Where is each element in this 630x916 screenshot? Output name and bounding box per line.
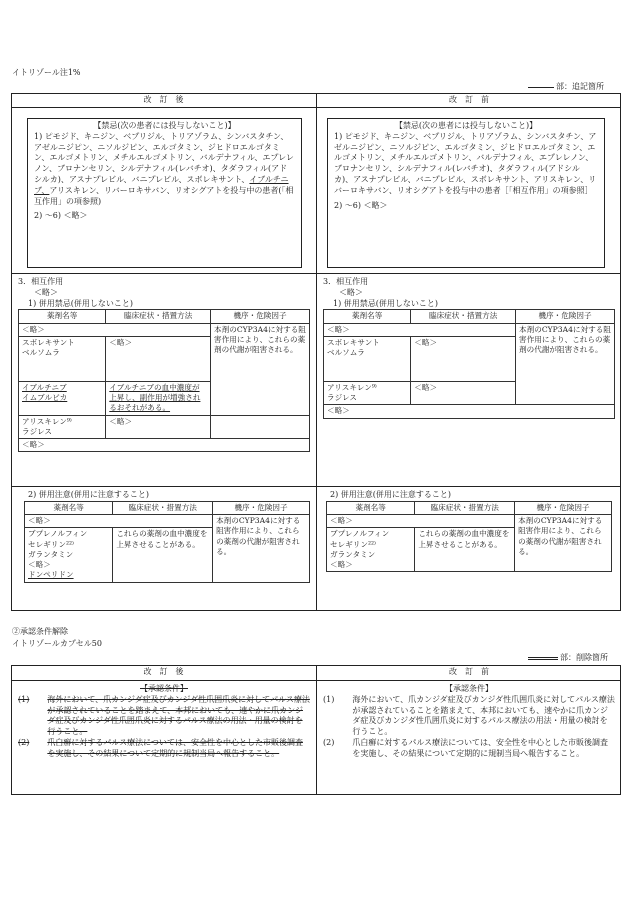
cond-item2-after <box>18 738 310 760</box>
column-divider-2 <box>316 665 317 795</box>
precaution-table-before <box>326 501 612 573</box>
table2-title-after: 2) 併用注意(併用に注意すること) <box>28 490 149 499</box>
drug-aliskiren: アリスキレン⁹⁾ ラジレス <box>19 415 106 439</box>
th-symptom: 臨床症状・措置方法 <box>113 501 213 514</box>
cond-text2: 爪白癬に対するパルス療法については、安全性を中心とした市販後調査を実施し、その結果について定期的に規制当局へ報告すること。 <box>352 737 608 758</box>
precaution-section-before <box>326 490 612 572</box>
approval-conditions-after <box>18 684 310 760</box>
cond-num1: (1) <box>323 694 335 704</box>
drug-bupre-text: ブプレノルフィン セレギリン²²⁾ ガランタミン <box>330 529 390 559</box>
precaution-table-after <box>24 501 310 583</box>
th-mechanism: 機序・危険因子 <box>515 501 612 514</box>
contraindicated-table-after <box>18 309 310 452</box>
header-divider-2 <box>11 680 621 681</box>
cond-title-before: 【承認条件】 <box>445 684 493 693</box>
cond-item1-before <box>323 695 615 738</box>
interaction-title-before: 3．相互作用 <box>323 277 369 286</box>
drug-aliskiren: アリスキレン⁹⁾ ラジレス <box>324 381 411 405</box>
header-divider <box>11 107 621 108</box>
drug-bupre-text: ブプレノルフィン セレギリン²²⁾ ガランタミン <box>28 529 88 559</box>
contra-tail-after: 2) ～6) ＜略＞ <box>34 211 88 221</box>
drug-suvorexant: スボレキサント ベルソムラ <box>324 336 411 381</box>
mech-continue <box>211 415 310 439</box>
row-ryaku-end: ＜略＞ <box>19 439 310 452</box>
column-divider <box>316 93 317 611</box>
contra-list-before: 1) ピモジド、キニジン、ベプリジル、トリアゾラム、シンバスタチン、アゼルニジピン、ニソルジピン、エルゴタミン、ジヒドロエルゴタミン、エルゴメトリン、メチルエルゴメトリン、バルデナフィル、エプレレノン、ブロナンセリン、シルデナフィル(レバチオ)、タダラフィル(アドシルカ)、アスナプレビル、バニプレビル、スボレキサント、アリスキレン、リバーロキサバン、リオシグアトを投与中の患者［「相互作用」の項参照］ <box>334 131 597 195</box>
cond-num2: (2) <box>18 737 30 747</box>
contra-added-ibrutinib: イブルチニブ、 <box>34 174 289 195</box>
cond-text2: 爪白癬に対するパルス療法については、安全性を中心とした市販後調査を実施し、その結果について定期的に規制当局へ報告すること。 <box>47 737 303 758</box>
cond-item1-after <box>18 695 310 738</box>
th-mechanism: 機序・危険因子 <box>213 501 310 514</box>
underline-legend-icon <box>528 87 554 88</box>
row-ryaku: ＜略＞ <box>19 323 211 336</box>
contraindicated-table-before <box>323 309 615 418</box>
interaction-section-after <box>18 277 310 452</box>
approval-conditions-before <box>323 684 615 760</box>
symptom-bupre: これらの薬剤の血中濃度を上昇させることがある。 <box>415 528 515 572</box>
drug-ryaku: ＜略＞ <box>330 560 353 570</box>
symptom-aliskiren: ＜略＞ <box>411 381 516 405</box>
row-divider-2 <box>11 486 621 487</box>
col-after-header: 改 訂 後 <box>143 95 184 104</box>
drug-ryaku: ＜略＞ <box>28 560 51 570</box>
interaction-section-before <box>323 277 615 419</box>
legend-deleted-text: 部：削除箇所 <box>560 653 608 662</box>
cond-text1: 海外において、爪カンジダ症及びカンジダ性爪囲爪炎に対してパルス療法が承認されていることを踏まえて、本邦においても、速やかに爪カンジダ症及びカンジダ性爪囲爪炎に対するパルス療法の用法・用量の検討を行うこと。 <box>352 694 615 737</box>
th-symptom: 臨床症状・措置方法 <box>411 310 516 323</box>
symptom-ibrutinib: イブルチニブの血中濃度が上昇し、副作用が増強されるおそれがある。 <box>106 381 211 415</box>
table2-title-before: 2) 併用注意(併用に注意すること) <box>330 490 451 499</box>
cond-item2-before <box>323 738 615 760</box>
row-ryaku: ＜略＞ <box>25 515 213 528</box>
table1-title-after: 1) 併用禁忌(併用しないこと) <box>28 298 133 308</box>
contraindication-box-after <box>27 118 302 268</box>
symptom-aliskiren: ＜略＞ <box>106 415 211 439</box>
cond-text1: 海外において、爪カンジダ症及びカンジダ性爪囲爪炎に対してパルス療法が承認されていることを踏まえて、本邦においても、速やかに爪カンジダ症及びカンジダ性爪囲爪炎に対するパルス療法の用法・用量の検討を行うこと。 <box>47 694 310 737</box>
section2-heading: ②承認条件解除 <box>12 627 68 636</box>
contra-tail-before: 2) ～6) ＜略＞ <box>334 200 388 210</box>
contra-title-after: 【禁忌(次の患者には投与しないこと)】 <box>93 121 236 130</box>
row-divider-1 <box>11 273 621 274</box>
row-ryaku: ＜略＞ <box>327 515 515 528</box>
drug-buprenorphine-group <box>327 528 415 572</box>
interaction-title-after: 3．相互作用 <box>18 277 64 286</box>
col-before-header: 改 訂 前 <box>449 95 489 104</box>
interaction-ryaku-after: ＜略＞ <box>34 287 58 297</box>
mechanism2-cell: 本剤のCYP3A4に対する阻害作用により、これらの薬剤の代謝が阻害される。 <box>515 515 612 572</box>
col-after-header-2: 改 訂 後 <box>143 667 184 676</box>
legend-added-text: 部：追記箇所 <box>556 82 604 91</box>
contra-title-before: 【禁忌(次の患者には投与しないこと)】 <box>394 121 538 130</box>
row-ryaku-end: ＜略＞ <box>324 405 615 418</box>
th-symptom: 臨床症状・措置方法 <box>415 501 515 514</box>
interaction-ryaku-before: ＜略＞ <box>339 287 363 297</box>
cond-title-after: 【承認条件】 <box>140 684 188 693</box>
row-ryaku: ＜略＞ <box>324 323 516 336</box>
drug-suvorexant: スボレキサント ベルソムラ <box>19 336 106 381</box>
contra-text-after-2: アリスキレン、リバーロキサバン、リオシグアトを投与中の患者(「相互作用」の項参照) <box>34 185 294 206</box>
th-mechanism: 機序・危険因子 <box>211 310 310 323</box>
legend-deleted <box>528 653 608 664</box>
precaution-section-after <box>24 490 310 583</box>
drug-title-capsule: イトリゾールカプセル50 <box>12 639 102 648</box>
th-drug: 薬剤名等 <box>324 310 411 323</box>
mechanism-cell: 本剤のCYP3A4に対する阻害作用により、これらの薬剤の代謝が阻害される。 <box>516 323 615 405</box>
th-drug: 薬剤名等 <box>25 501 113 514</box>
mechanism2-cell: 本剤のCYP3A4に対する阻害作用により、これらの薬剤の代謝が阻害される。 <box>213 515 310 583</box>
strikethrough-legend-icon <box>528 657 558 660</box>
cond-num1: (1) <box>18 694 30 704</box>
th-drug: 薬剤名等 <box>327 501 415 514</box>
legend-added <box>528 82 604 93</box>
th-symptom: 臨床症状・措置方法 <box>106 310 211 323</box>
mechanism-cell: 本剤のCYP3A4に対する阻害作用により、これらの薬剤の代謝が阻害される。 <box>211 323 310 415</box>
contra-list-after <box>34 132 295 208</box>
drug-ibrutinib: イブルチニブ イムブルビカ <box>19 381 106 415</box>
drug-buprenorphine-group <box>25 528 113 582</box>
drug-title-injection: イトリゾール注1% <box>12 68 81 77</box>
th-mechanism: 機序・危険因子 <box>516 310 615 323</box>
table1-title-before: 1) 併用禁忌(併用しないこと) <box>333 298 438 308</box>
th-drug: 薬剤名等 <box>19 310 106 323</box>
symptom-bupre: これらの薬剤の血中濃度を上昇させることがある。 <box>113 528 213 582</box>
symptom-ryaku: ＜略＞ <box>411 336 516 381</box>
cond-num2: (2) <box>323 737 335 747</box>
contraindication-box-before <box>327 118 605 268</box>
drug-domperidone: ドンペリドン <box>28 570 74 580</box>
contra-text-after: 1) ピモジド、キニジン、ベプリジル、トリアゾラム、シンバスタチン、アゼルニジピン、ニソルジピン、エルゴタミン、ジヒドロエルゴタミン、エルゴメトリン、メチルエルゴメトリン、バルデナフィル、エプレレノン、ブロナンセリン、シルデナフィル(レバチオ)、タダラフィル(アドシルカ)、アスナプレビル、バニプレビル、スボレキサント、 <box>34 131 294 184</box>
symptom-ryaku: ＜略＞ <box>106 336 211 381</box>
col-before-header-2: 改 訂 前 <box>449 667 489 676</box>
